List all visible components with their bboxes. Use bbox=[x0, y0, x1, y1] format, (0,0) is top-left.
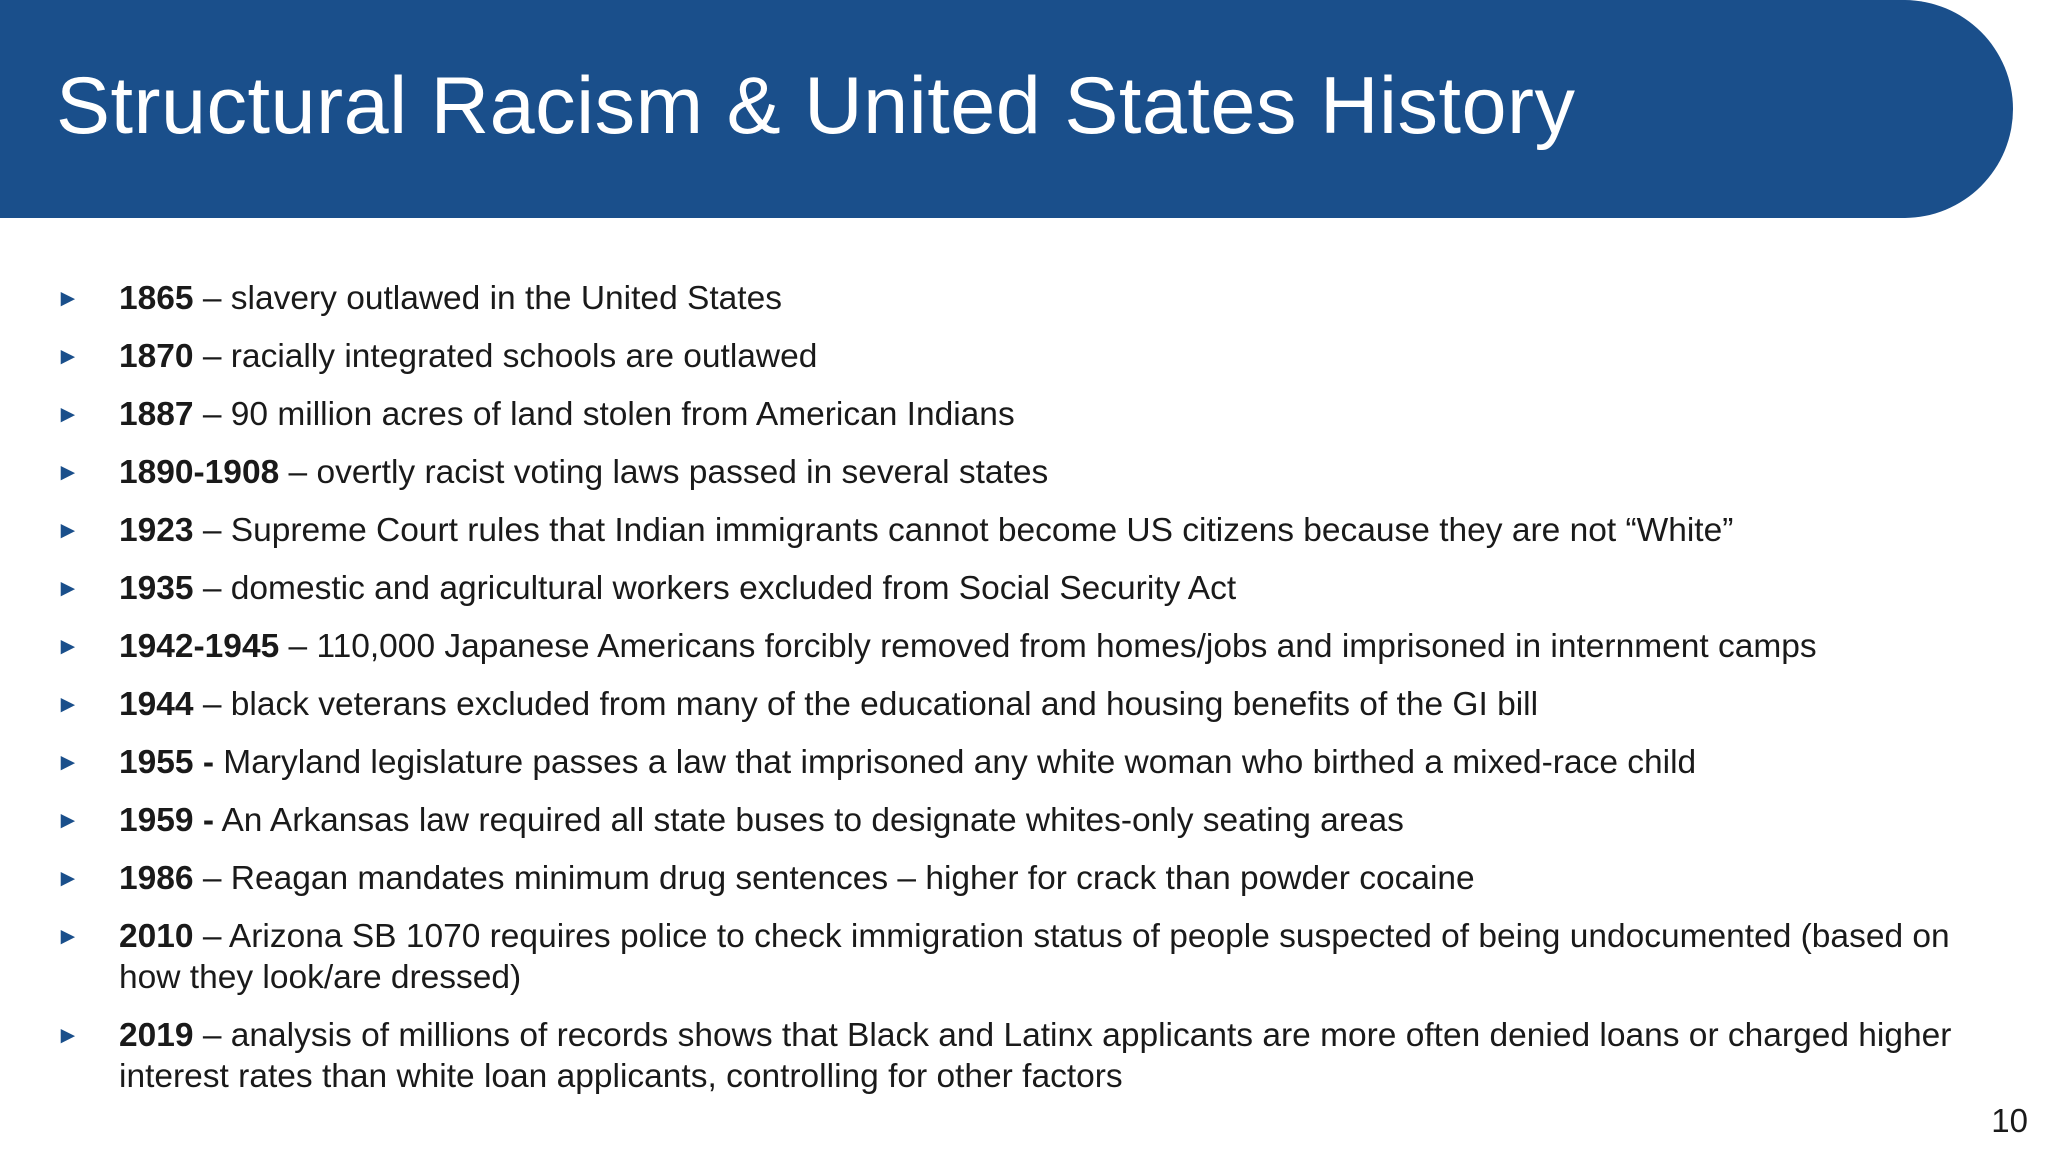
item-year: 1959 - bbox=[119, 802, 214, 839]
triangle-right-icon: ► bbox=[56, 749, 80, 776]
item-year: 1944 bbox=[119, 686, 194, 723]
timeline-list bbox=[0, 278, 2048, 1114]
item-text: – Arizona SB 1070 requires police to check immigration status of people suspected of being undocumented (based on how they look/are dressed) bbox=[119, 918, 1950, 996]
item-text: – 90 million acres of land stolen from American Indians bbox=[193, 396, 1015, 433]
item-text: Maryland legislature passes a law that imprisoned any white woman who birthed a mixed-race child bbox=[214, 744, 1697, 781]
list-item bbox=[0, 510, 2048, 551]
triangle-right-icon: ► bbox=[56, 575, 80, 602]
slide-title: Structural Racism & United States History bbox=[56, 61, 1576, 151]
list-item bbox=[0, 858, 2048, 899]
list-item bbox=[0, 1015, 2048, 1097]
list-item bbox=[0, 336, 2048, 377]
item-year: 1986 bbox=[119, 860, 194, 897]
item-year: 1923 bbox=[119, 512, 194, 549]
triangle-right-icon: ► bbox=[56, 459, 80, 486]
triangle-right-icon: ► bbox=[56, 343, 80, 370]
triangle-right-icon: ► bbox=[56, 865, 80, 892]
item-year: 1887 bbox=[119, 396, 194, 433]
list-item bbox=[0, 568, 2048, 609]
item-year: 1942-1945 bbox=[119, 628, 280, 665]
item-year: 2010 bbox=[119, 918, 194, 955]
item-text: – overtly racist voting laws passed in several states bbox=[279, 454, 1049, 491]
title-bar bbox=[0, 0, 2013, 218]
list-item bbox=[0, 626, 2048, 667]
item-text: – slavery outlawed in the United States bbox=[193, 280, 782, 317]
triangle-right-icon: ► bbox=[56, 285, 80, 312]
item-text: – domestic and agricultural workers excluded from Social Security Act bbox=[193, 570, 1237, 607]
item-text: – 110,000 Japanese Americans forcibly removed from homes/jobs and imprisoned in internment camps bbox=[279, 628, 1817, 665]
list-item bbox=[0, 742, 2048, 783]
list-item bbox=[0, 394, 2048, 435]
triangle-right-icon: ► bbox=[56, 1022, 80, 1049]
item-year: 1870 bbox=[119, 338, 194, 375]
triangle-right-icon: ► bbox=[56, 633, 80, 660]
list-item bbox=[0, 278, 2048, 319]
item-text: – black veterans excluded from many of the educational and housing benefits of the GI bill bbox=[193, 686, 1539, 723]
item-text: – Reagan mandates minimum drug sentences – higher for crack than powder cocaine bbox=[193, 860, 1475, 897]
triangle-right-icon: ► bbox=[56, 807, 80, 834]
list-item bbox=[0, 684, 2048, 725]
list-item bbox=[0, 916, 2048, 998]
item-text: An Arkansas law required all state buses to designate whites-only seating areas bbox=[214, 802, 1404, 839]
item-year: 2019 bbox=[119, 1017, 194, 1054]
item-text: – racially integrated schools are outlawed bbox=[193, 338, 818, 375]
triangle-right-icon: ► bbox=[56, 517, 80, 544]
item-year: 1865 bbox=[119, 280, 194, 317]
item-text: – Supreme Court rules that Indian immigrants cannot become US citizens because they are not “White” bbox=[193, 512, 1734, 549]
page-number: 10 bbox=[1991, 1102, 2028, 1139]
item-year: 1890-1908 bbox=[119, 454, 280, 491]
item-year: 1955 - bbox=[119, 744, 214, 781]
triangle-right-icon: ► bbox=[56, 401, 80, 428]
triangle-right-icon: ► bbox=[56, 691, 80, 718]
triangle-right-icon: ► bbox=[56, 923, 80, 950]
list-item bbox=[0, 452, 2048, 493]
list-item bbox=[0, 800, 2048, 841]
item-text: – analysis of millions of records shows that Black and Latinx applicants are more often denied loans or charged higher interest rates than white loan applicants, controlling for other factors bbox=[119, 1017, 1952, 1095]
item-year: 1935 bbox=[119, 570, 194, 607]
